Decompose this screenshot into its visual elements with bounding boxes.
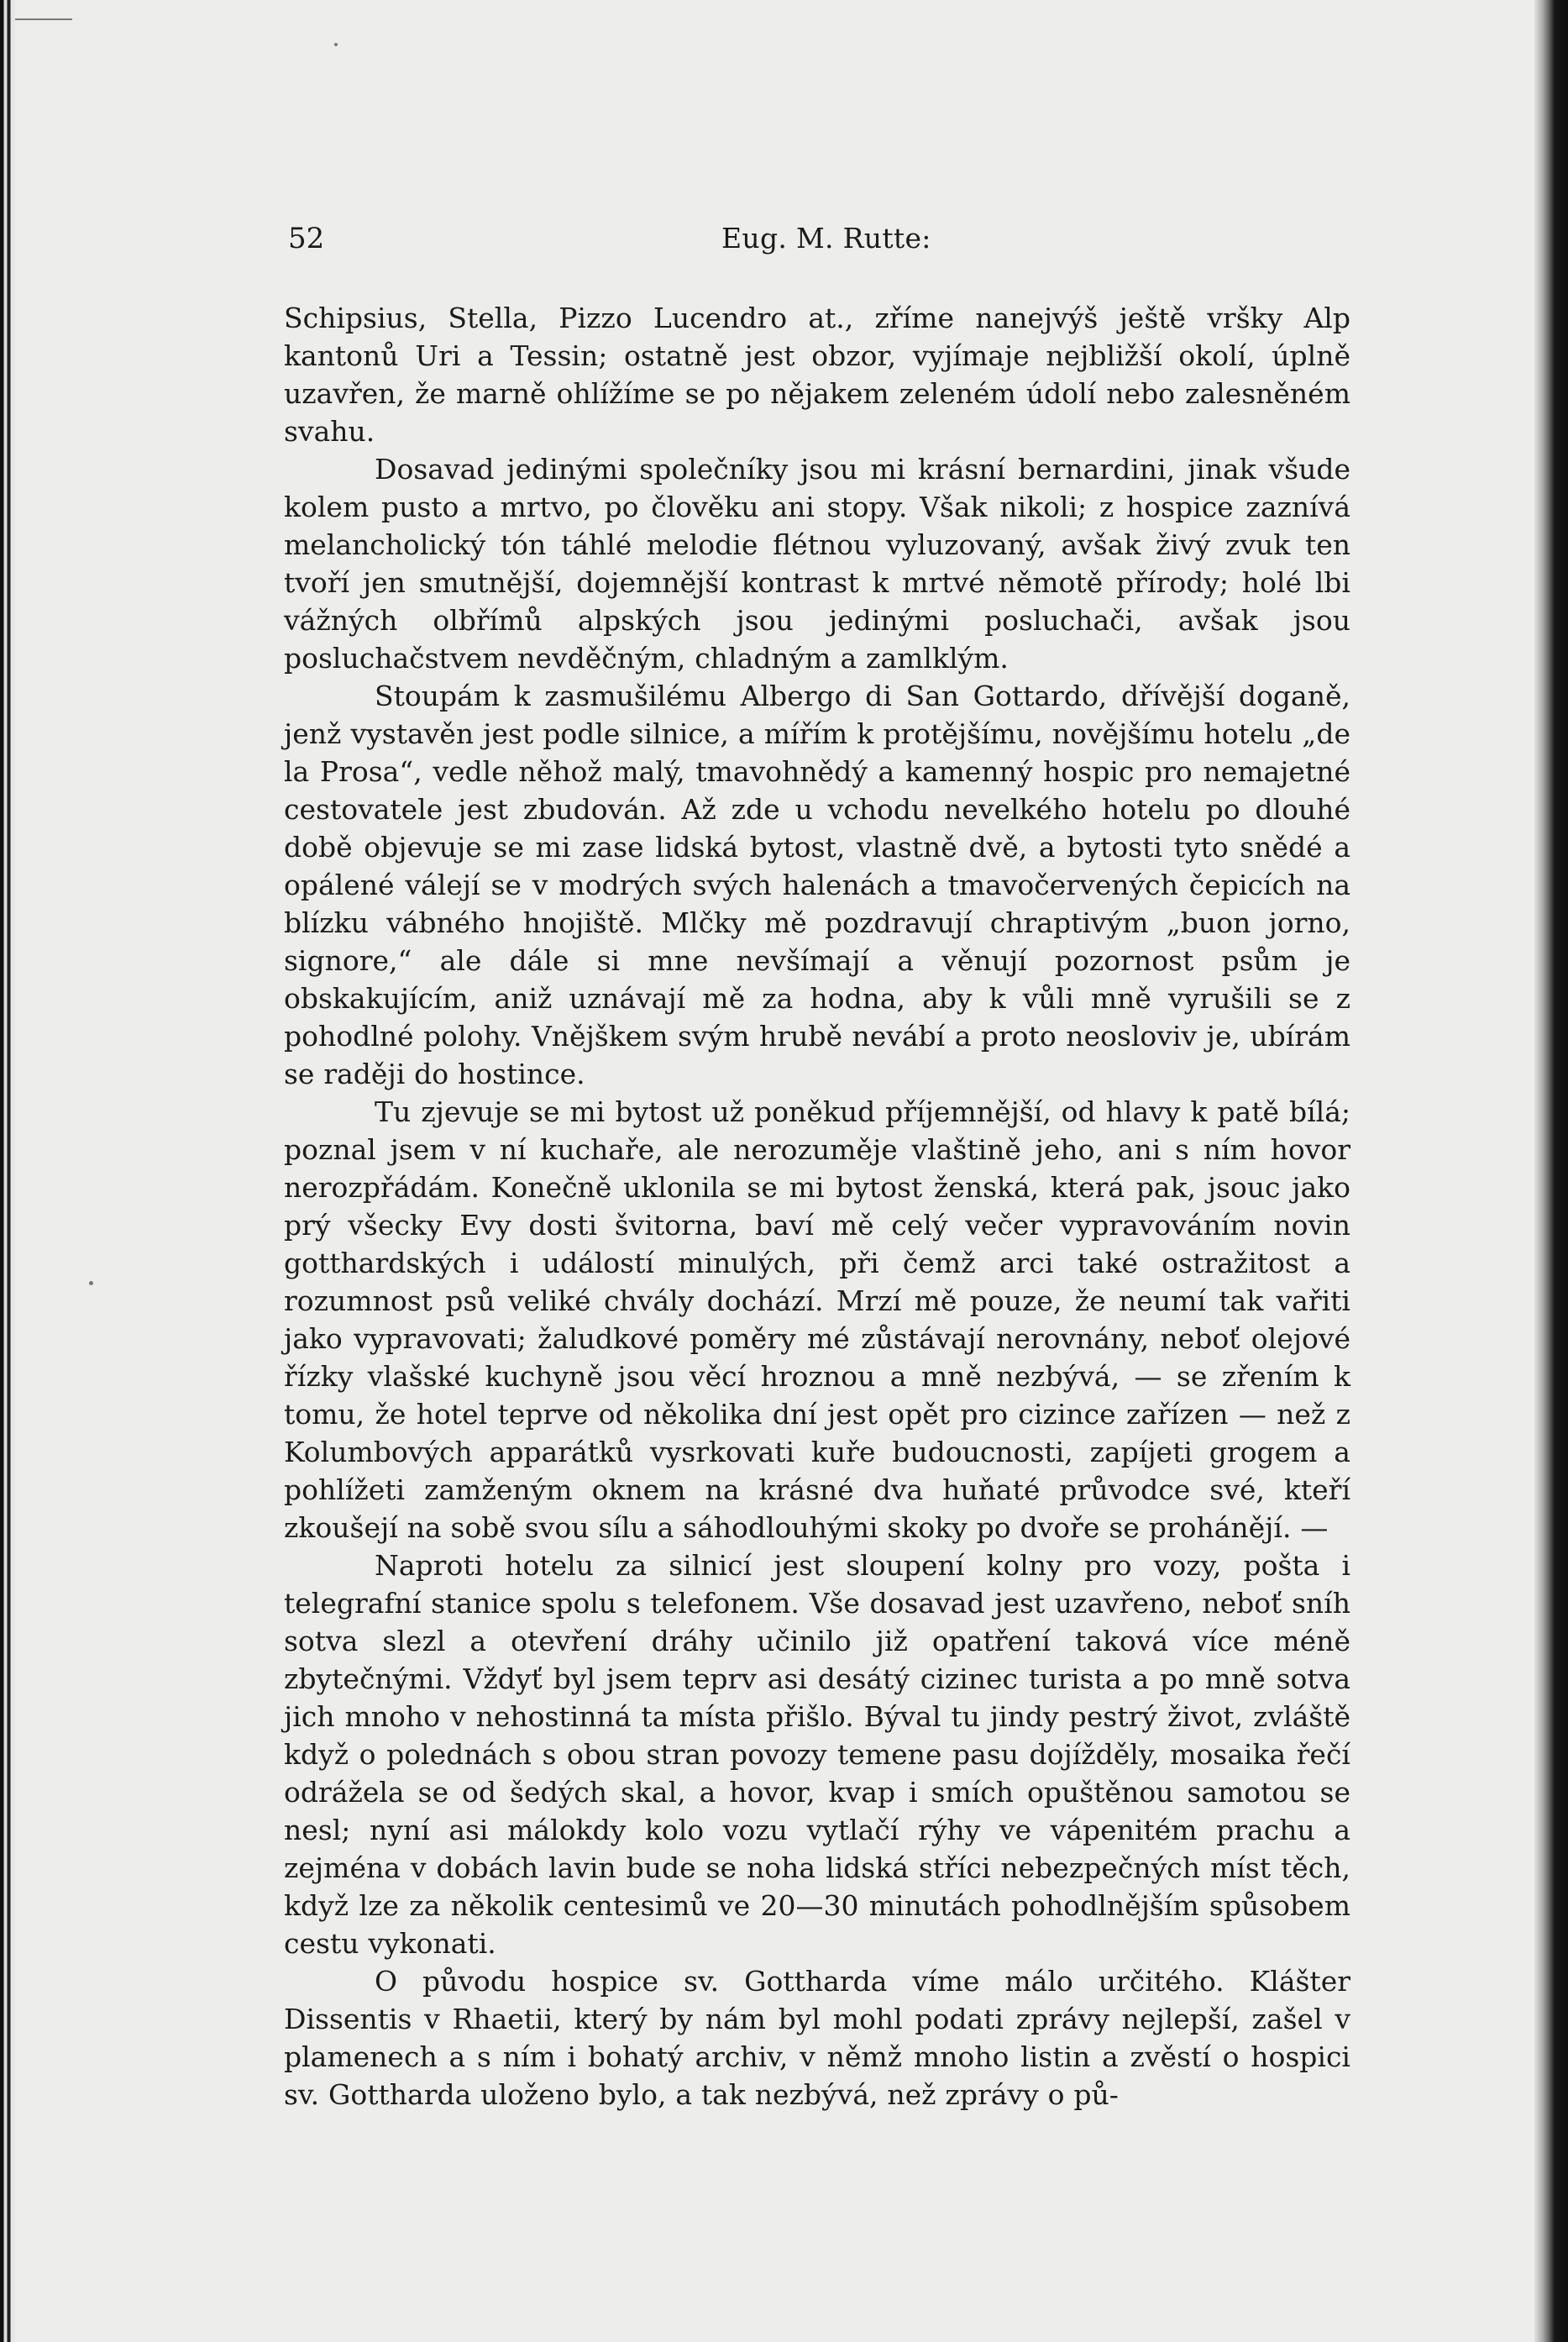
- page-right-edge-shadow: [1534, 0, 1568, 2342]
- page-binding-edge: [0, 0, 15, 2342]
- paragraph-1: Schipsius, Stella, Pizzo Lucendro at., zříme nanejvýš ještě vršky Alp kantonů Uri a Tessin; ostatně jest obzor, vyjímaje nejbližší okolí, úplně uzavřen, že marně ohlížíme se po nějakem zeleném údolí nebo zalesněném svahu.: [284, 302, 1350, 448]
- main-text: [284, 299, 1350, 2114]
- paragraph-2: Dosavad jedinými společníky jsou mi krásní bernardini, jinak všude kolem pusto a mrtvo, po člověku ani stopy. Však nikoli; z hospice zaznívá melancholický tón táhlé melodie flétnou vyluzovaný, avšak živý zvuk ten tvoří jen smutnější, dojemnější kontrast k mrtvé němotě přírody; holé lbi vážných olbřímů alpských jsou jedinými posluchači, avšak jsou posluchačstvem nevděčným, chladným a zamlklým.: [284, 453, 1350, 675]
- paper-speck: [334, 43, 338, 46]
- top-left-rule-mark: [15, 18, 72, 20]
- margin-speck: [89, 1281, 93, 1285]
- paragraph-4: Tu zjevuje se mi bytost už poněkud příjemnější, od hlavy k patě bílá; poznal jsem v ní kuchaře, ale nerozuměje vlaštině jeho, ani s ním hovor nerozpřádám. Konečně uklonila se mi bytost ženská, která pak, jsouc jako prý všecky Evy dosti švitorna, baví mě celý večer vypravováním novin gotthardských i událostí minulých, při čemž arci také ostražitost a rozumnost psů veliké chvály dochází. Mrzí mě pouze, že neumí tak vařiti jako vypravovati; žaludkové poměry mé zůstávají nerovnány, neboť olejové řízky vlašské kuchyně jsou věcí hroznou a mně nezbývá, — se zřením k tomu, že hotel teprve od několika dní jest opět pro cizince zařízen — než z Kolumbových apparátků vysrkovati kuře budoucnosti, zapíjeti grogem a pohlížeti zamženým oknem na krásné dva huňaté průvodce své, kteří zkoušejí na sobě svou sílu a sáhodlouhými skoky po dvoře se prohánějí. —: [284, 1095, 1350, 1544]
- paragraph-5: Naproti hotelu za silnicí jest sloupení kolny pro vozy, pošta i telegrafní stanice spolu s telefonem. Vše dosavad jest uzavřeno, neboť sníh sotva slezl a otevření dráhy učinilo již opatření taková více méně zbytečnými. Vždyť byl jsem teprv asi desátý cizinec turista a po mně sotva jich mnoho v nehostinná ta místa přišlo. Býval tu jindy pestrý život, zvláště když o polednách s obou stran povozy temene pasu dojížděly, mosaika řečí odrážela se od šedých skal, a hovor, kvap i smích opuštěnou samotou se nesl; nyní asi málokdy kolo vozu vytlačí rýhy ve vápenitém prachu a zejména v dobách lavin bude se noha lidská stříci nebezpečných míst těch, když lze za několik centesimů ve 20—30 minutách pohodlnějším spůsobem cestu vykonati.: [284, 1549, 1350, 1960]
- paragraph-3: Stoupám k zasmušilému Albergo di San Gottardo, dřívější doganě, jenž vystavěn jest podle silnice, a mířím k protějšímu, novějšímu hotelu „de la Prosa“, vedle něhož malý, tmavohnědý a kamenný hospic pro nemajetné cestovatele jest zbudován. Až zde u vchodu nevelkého hotelu po dlouhé době objevuje se mi zase lidská bytost, vlastně dvě, a bytosti tyto snědé a opálené válejí se v modrých svých halenách a tmavočervených čepicích na blízku vábného hnojiště. Mlčky mě pozdravují chraptivým „buon jorno, signore,“ ale dále si mne nevšímají a věnují pozornost psům je obskakujícím, aniž uznávají mě za hodna, aby k vůli mně vyrušili se z pohodlné polohy. Vnějškem svým hrubě nevábí a proto neosloviv je, ubírám se raději do hostince.: [284, 680, 1350, 1090]
- running-head: Eug. M. Rutte:: [721, 222, 931, 255]
- page-number: 52: [288, 222, 325, 255]
- page-header: [288, 218, 1254, 269]
- paragraph-6: O původu hospice sv. Gottharda víme málo určitého. Klášter Dissentis v Rhaetii, který by nám byl mohl podati zprávy nejlepší, zašel v plamenech a s ním i bohatý archiv, v němž mnoho listin a zvěstí o hospici sv. Gottharda uloženo bylo, a tak nezbývá, než zprávy o pů-: [284, 1965, 1350, 2111]
